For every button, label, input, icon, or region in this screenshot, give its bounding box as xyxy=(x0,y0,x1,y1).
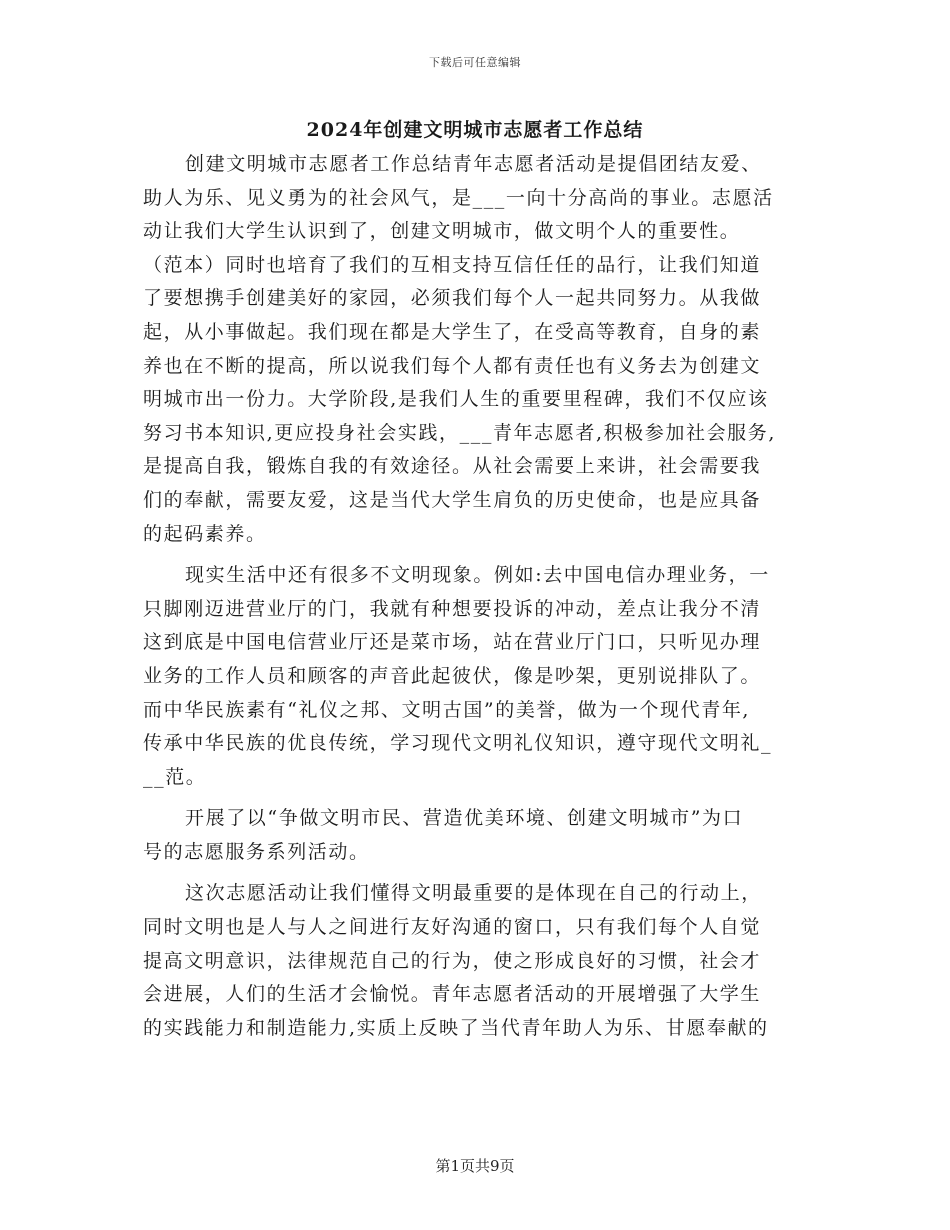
paragraph-line: 会进展，人们的生活才会愉悦。青年志愿者活动的开展增强了大学生 xyxy=(143,983,762,1006)
paragraph-line: 这次志愿活动让我们懂得文明最重要的是体现在自己的行动上， xyxy=(185,882,762,905)
paragraph-line: 助人为乐、见义勇为的社会风气，是___一向十分高尚的事业。志愿活 xyxy=(143,186,774,209)
paragraph-line: 起，从小事做起。我们现在都是大学生了，在受高等教育，自身的素 xyxy=(143,320,762,343)
paragraph-line: 而中华民族素有“礼仪之邦、文明古国”的美誉，做为一个现代青年, xyxy=(143,698,751,721)
paragraph-line: 们的奉献，需要友爱，这是当代大学生肩负的历史使命，也是应具备 xyxy=(143,488,762,511)
paragraph-line: 提高文明意识，法律规范自己的行为，使之形成良好的习惯，社会才 xyxy=(143,949,762,972)
paragraph-line: 明城市出一份力。大学阶段,是我们人生的重要里程碑，我们不仅应该 xyxy=(143,388,769,411)
paragraph-line: 创建文明城市志愿者工作总结青年志愿者活动是提倡团结友爱、 xyxy=(185,153,762,175)
page-footer: 第1页共9页 xyxy=(435,1157,515,1175)
paragraph-line: 的起码素养。 xyxy=(143,522,267,545)
paragraph-line: 号的志愿服务系列活动。 xyxy=(143,840,370,863)
paragraph-line: 了要想携手创建美好的家园，必须我们每个人一起共同努力。从我做 xyxy=(143,287,762,310)
paragraph-line: 养也在不断的提高，所以说我们每个人都有责任也有义务去为创建文 xyxy=(143,354,762,377)
paragraph-line: 只脚刚迈进营业厅的门，我就有种想要投诉的冲动，差点让我分不清 xyxy=(143,597,762,620)
paragraph-line: （范本）同时也培育了我们的互相支持互信任任的品行，让我们知道 xyxy=(143,253,762,276)
paragraph-line: 是提高自我，锻炼自我的有效途径。从社会需要上来讲，社会需要我 xyxy=(143,455,762,478)
paragraph-line: 同时文明也是人与人之间进行友好沟通的窗口，只有我们每个人自觉 xyxy=(143,916,762,939)
paragraph-line: 传承中华民族的优良传统，学习现代文明礼仪知识，遵守现代文明礼_ xyxy=(143,732,773,755)
paragraph-line: 动让我们大学生认识到了，创建文明城市，做文明个人的重要性。 xyxy=(143,220,741,243)
paragraph-line: __范。 xyxy=(143,765,207,788)
paragraph-line: 开展了以“争做文明市民、营造优美环境、创建文明城市”为口 xyxy=(185,807,744,830)
paragraph-line: 的实践能力和制造能力,实质上反映了当代青年助人为乐、甘愿奉献的 xyxy=(143,1016,769,1039)
paragraph-line: 现实生活中还有很多不文明现象。例如:去中国电信办理业务，一 xyxy=(185,564,770,587)
paragraph-line: 业务的工作人员和顾客的声音此起彼伏，像是吵架，更别说排队了。 xyxy=(143,664,762,687)
header-note: 下载后可任意编辑 xyxy=(429,56,521,69)
paragraph-line: 努习书本知识,更应投身社会实践，___青年志愿者,积极参加社会服务, xyxy=(143,421,777,444)
document-body xyxy=(143,148,815,1045)
paragraph-line: 这到底是中国电信营业厅还是菜市场，站在营业厅门口，只听见办理 xyxy=(143,631,762,654)
document-title: 2024年创建文明城市志愿者工作总结 xyxy=(306,119,644,141)
